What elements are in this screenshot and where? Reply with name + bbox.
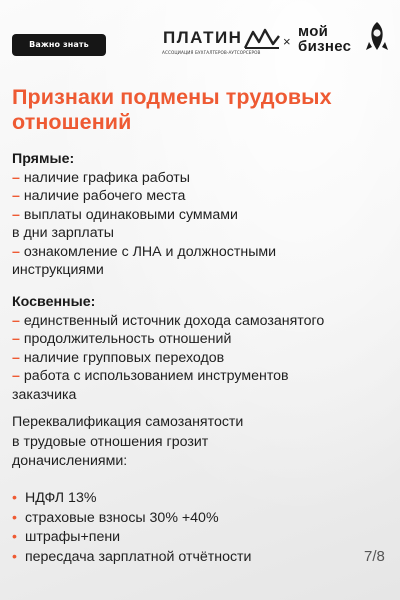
- list-item: – работа с использованием инструментов: [12, 368, 289, 384]
- list-item: – наличие рабочего места: [12, 188, 186, 204]
- list-item: • страховые взносы 30% +40%: [12, 509, 219, 526]
- consequence-paragraph: [12, 413, 312, 472]
- direct-signs-section: [12, 150, 398, 280]
- paragraph-line: Переквалификация самозанятости: [12, 414, 244, 430]
- moy-biznes-line2: бизнес: [298, 38, 352, 55]
- platin-mountain-logo-icon: [244, 26, 280, 50]
- list-item: в дни зарплаты: [12, 225, 114, 241]
- list-item: – наличие графика работы: [12, 169, 190, 186]
- page-indicator: 7/8: [364, 548, 385, 565]
- moy-biznes-logo: [298, 24, 358, 60]
- page-title: [12, 85, 392, 135]
- title-line-1: Признаки подмены трудовых: [12, 85, 332, 109]
- list-item: • штрафы+пени: [12, 529, 121, 545]
- list-item: – единственный источник дохода самозанятого: [12, 312, 325, 329]
- list-item: – продолжительность отношений: [12, 331, 232, 347]
- platin-subtitle: АССОЦИАЦИЯ БУХГАЛТЕРОВ-АУТСОРСЕРОВ: [162, 50, 261, 55]
- rocket-pin-logo-icon: [365, 20, 389, 56]
- penalty-list: [12, 489, 392, 567]
- list-item: – наличие групповых переходов: [12, 349, 225, 366]
- paragraph-line: доначислениями:: [12, 453, 128, 469]
- list-item: – ознакомление с ЛНА и должностными: [12, 243, 277, 260]
- list-item: • пересдача зарплатной отчётности: [12, 548, 252, 565]
- list-item: заказчика: [12, 386, 77, 403]
- indirect-signs-section: [12, 293, 398, 404]
- direct-heading: Прямые:: [12, 151, 75, 167]
- paragraph-line: в трудовые отношения грозит: [12, 433, 209, 450]
- partnership-x: ×: [283, 34, 291, 49]
- list-item: – выплаты одинаковыми суммами: [12, 206, 238, 223]
- important-tag: Важно знать: [12, 34, 106, 56]
- list-item: • НДФЛ 13%: [12, 490, 97, 506]
- indirect-heading: Косвенные:: [12, 294, 96, 310]
- platin-logo: [160, 24, 278, 58]
- title-line-2: отношений: [12, 110, 132, 134]
- list-item: инструкциями: [12, 262, 104, 278]
- moy-biznes-line1: мой: [298, 23, 329, 40]
- platin-wordmark: ПЛАТИН: [163, 28, 243, 47]
